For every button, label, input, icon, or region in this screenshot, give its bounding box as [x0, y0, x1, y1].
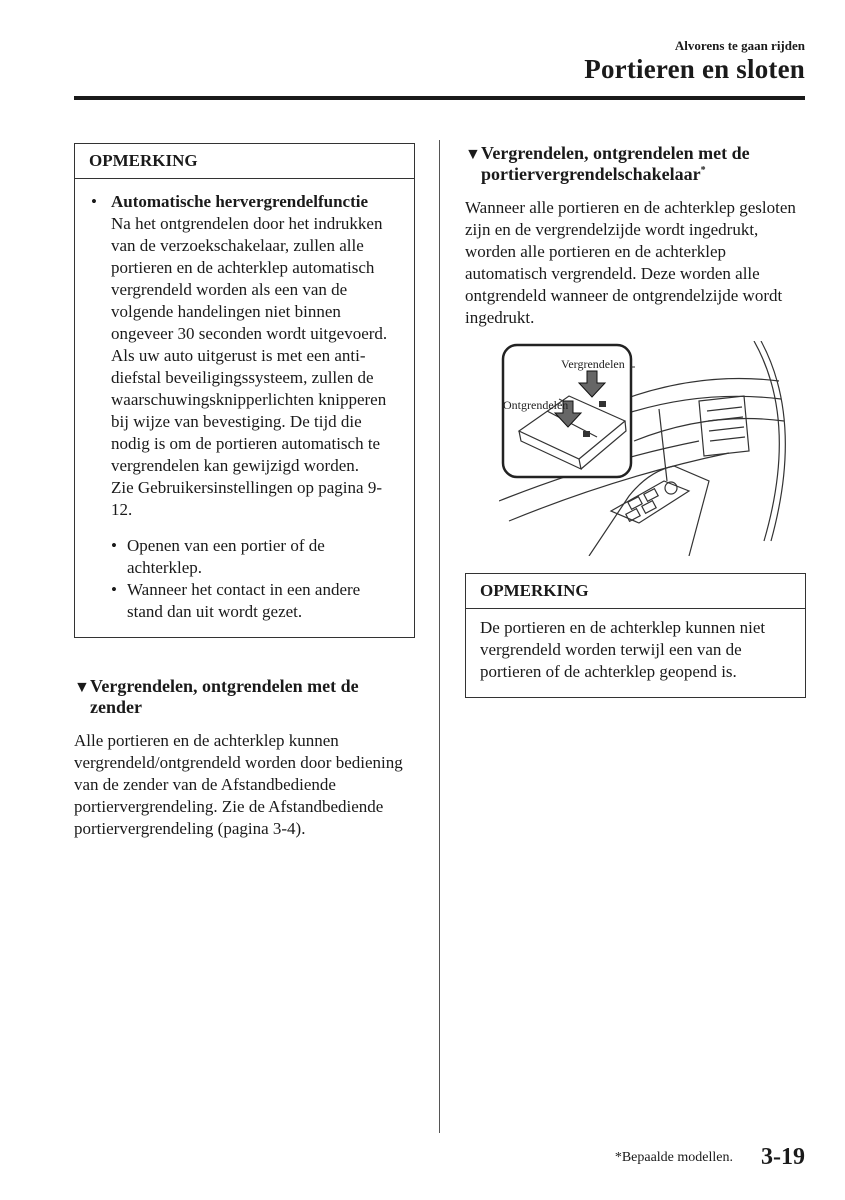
chapter-title: Portieren en sloten	[584, 54, 805, 84]
label-ontgrendelen: Ontgrendelen	[503, 398, 569, 412]
note-box-auto-relock	[74, 143, 415, 638]
section-body-switch: Wanneer alle portieren en de achterklep gesloten zijn en de vergrendelzijde wordt ingedrukt, worden alle portieren en de achterklep automatisch vergrendeld. Deze worden alle ontgrendeld wanneer de ontgrendelzijde wordt ingedrukt.	[465, 198, 796, 327]
header-rule	[74, 96, 805, 100]
section-body-transmitter: Alle portieren en de achterklep kunnen vergrendeld/ontgrendeld worden door bediening van de zender van de Afstandbediende portiervergrendeling. Zie de Afstandbediende portiervergrendeling (pagina 3-4).	[74, 731, 403, 838]
list-item	[111, 535, 400, 579]
note-sub-list	[111, 535, 400, 623]
heading-text-main: Vergrendelen, ontgrendelen met de portiervergrendelschakelaar	[481, 143, 750, 184]
section-label: Alvorens te gaan rijden	[674, 38, 805, 53]
note-heading: OPMERKING	[75, 144, 414, 179]
sub-bullet-mark: •	[111, 536, 117, 555]
footer-note: *Bepaalde modellen.	[614, 1150, 733, 1165]
column-divider	[439, 140, 440, 1133]
bullet-title: Automatische hervergrendelfunctie	[111, 192, 368, 211]
left-column	[74, 143, 415, 840]
sub-item-text: Openen van een portier of de achterklep.	[127, 536, 325, 577]
list-item	[111, 579, 400, 623]
right-column	[465, 143, 806, 698]
door-panel-drawing	[499, 341, 789, 556]
label-vergrendelen: Vergrendelen	[561, 357, 625, 371]
note-paragraph-1: Na het ontgrendelen door het indrukken van de verzoekschakelaar, zullen alle portieren en de achterklep automatisch vergrendeld worden als een van de volgende handelingen niet binnen ongeveer 30 seconden wordt uitgevoerd. Als uw auto uitgerust is met een anti-diefstal beveiligingssysteem, zullen de waarschuwingsknipperlichten knipperen bij wijze van bevestiging. De tijd die nodig is om de portieren automatisch te vergrendelen kan gewijzigd worden.	[111, 214, 388, 475]
sub-item-text: Wanneer het contact in een andere stand dan uit wordt gezet.	[127, 580, 361, 621]
triangle-marker-icon: ▼	[465, 146, 481, 163]
asterisk-mark: *	[700, 165, 706, 176]
note-heading: OPMERKING	[466, 574, 805, 609]
sub-bullet-mark: •	[111, 580, 117, 599]
note-box-doors-open	[465, 573, 806, 698]
door-lock-switch-illustration	[499, 341, 789, 556]
note-body	[466, 609, 805, 697]
page-number: 3-19	[761, 1144, 805, 1170]
bullet-text	[111, 191, 400, 521]
note-text: De portieren en de achterklep kunnen niet vergrendeld worden terwijl een van de portieren of de achterklep geopend is.	[480, 618, 766, 681]
bullet-mark: •	[91, 192, 97, 211]
triangle-marker-icon: ▼	[74, 679, 90, 696]
note-body	[75, 179, 414, 637]
heading-text: Vergrendelen, ontgrendelen met de zender	[90, 676, 359, 717]
note-paragraph-2: Zie Gebruikersinstellingen op pagina 9-12.	[111, 478, 382, 519]
note-bullet	[89, 191, 400, 521]
section-heading-transmitter	[74, 676, 415, 718]
heading-text	[481, 143, 806, 185]
section-heading-switch	[465, 143, 806, 185]
